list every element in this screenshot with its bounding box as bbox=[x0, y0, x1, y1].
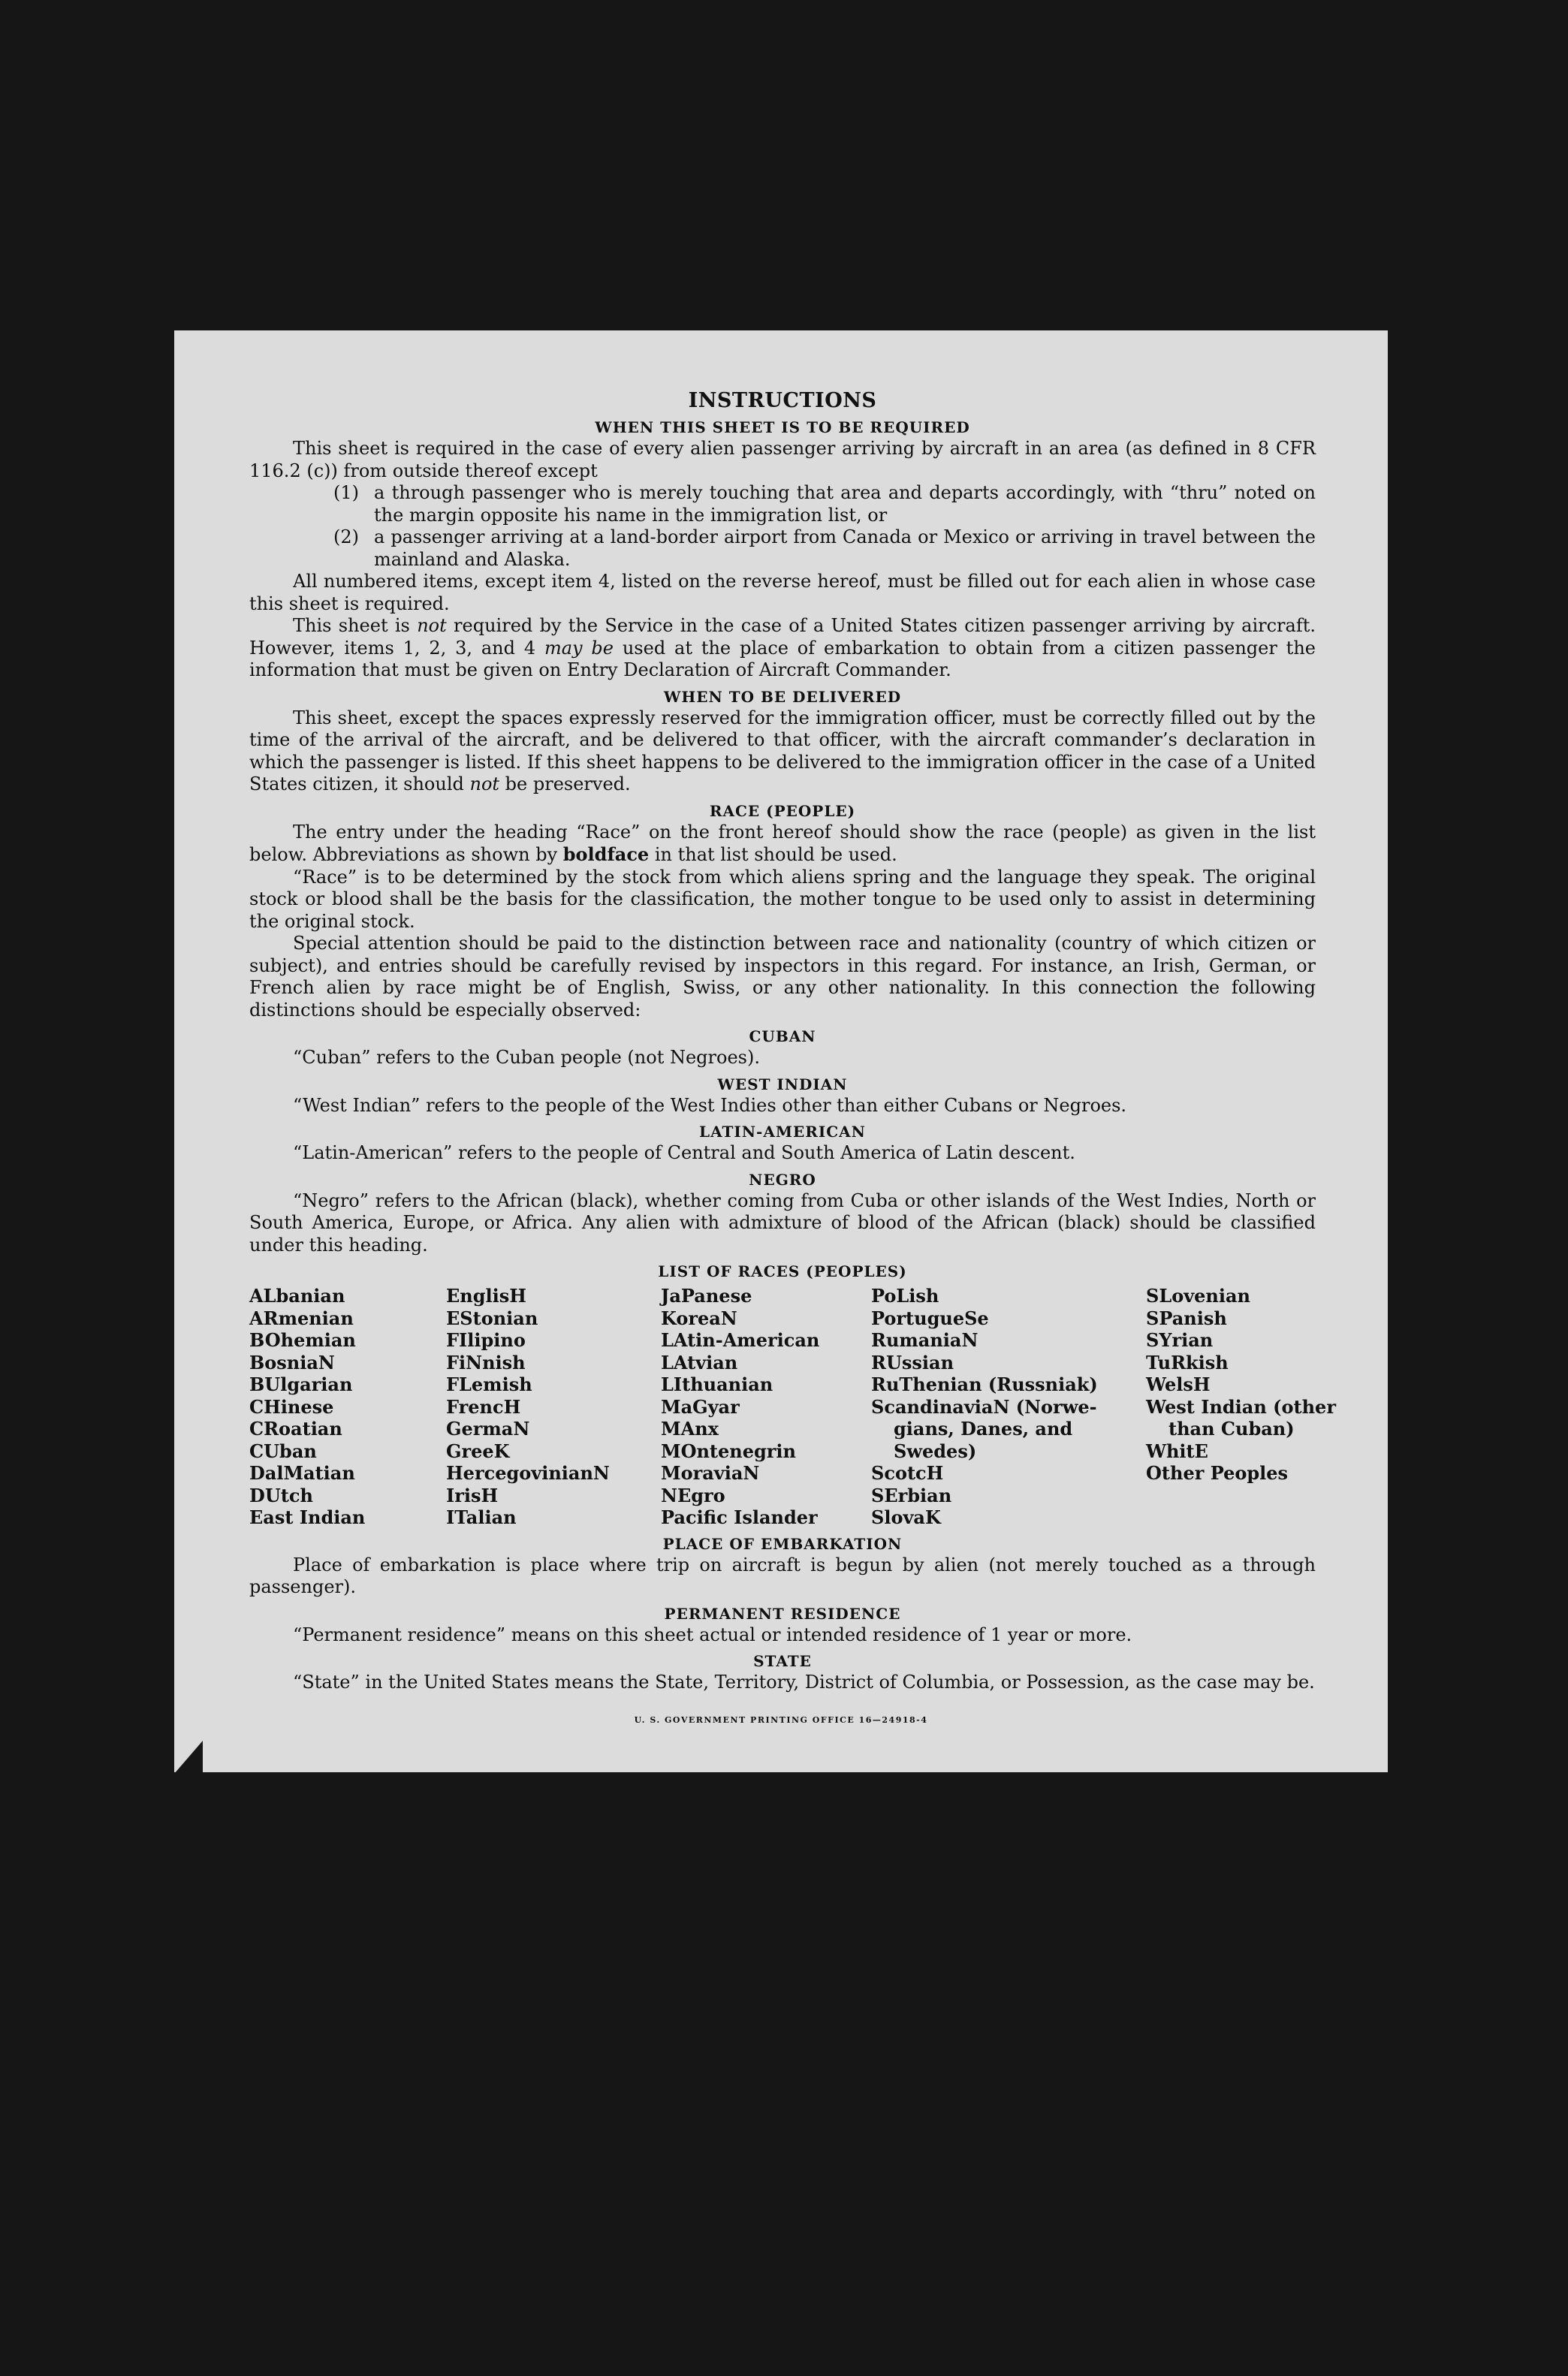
race-item: EnglisH bbox=[446, 1285, 526, 1307]
race-item: BOhemian bbox=[249, 1329, 356, 1351]
race-column bbox=[249, 1285, 446, 1529]
race-item: TuRkish bbox=[1146, 1351, 1229, 1373]
race-item: ScandinaviaN (Norwe- bbox=[871, 1395, 1097, 1418]
race-item: HercegovinianN bbox=[446, 1462, 610, 1484]
heading-place-of-embarkation: PLACE OF EMBARKATION bbox=[662, 1534, 903, 1553]
race-item: LIthuanian bbox=[661, 1373, 773, 1395]
race-item: East Indian bbox=[249, 1506, 366, 1528]
paragraph-race-entry: The entry under the heading “Race” on the front hereof should show the race (people) as given in the list below. Abbreviations as shown by boldface in that list should be used. bbox=[249, 821, 1316, 865]
race-item: MoraviaN bbox=[661, 1462, 760, 1484]
race-item: Pacific Islander bbox=[661, 1506, 818, 1528]
race-item: gians, Danes, and bbox=[894, 1418, 1073, 1440]
paragraph-citizen-passenger: This sheet is not required by the Service in the case of a United States citizen passenger arriving by aircraft. However, items 1, 2, 3, and 4 may be used at the place of embarkation to obtain from a citizen passenger the information that must be given on Entry Declaration of Aircraft Commander. bbox=[249, 615, 1316, 680]
race-item: ScotcH bbox=[871, 1462, 944, 1484]
race-item: SYrian bbox=[1146, 1329, 1214, 1351]
heading-latin-american: LATIN-AMERICAN bbox=[699, 1123, 866, 1141]
heading-negro: NEGRO bbox=[749, 1170, 816, 1189]
race-item: DUtch bbox=[249, 1484, 313, 1506]
heading-west-indian: WEST INDIAN bbox=[717, 1075, 848, 1093]
race-item: LAtin-American bbox=[661, 1329, 820, 1351]
race-item: RuThenian (Russniak) bbox=[871, 1373, 1098, 1395]
race-item: Other Peoples bbox=[1146, 1462, 1289, 1484]
race-column bbox=[446, 1285, 661, 1529]
race-column bbox=[871, 1285, 1146, 1529]
exception-text: a through passenger who is merely touching that area and departs accordingly, with “thru” noted on the margin opposite his name in the immigration list, or bbox=[374, 482, 1316, 526]
race-item: RumaniaN bbox=[871, 1329, 978, 1351]
race-item: NEgro bbox=[661, 1484, 725, 1506]
paragraph-race-stock: “Race” is to be determined by the stock from which aliens spring and the language they speak. The original stock or blood shall be the basis for the classification, the mother tongue to be used only to assist in determining the original stock. bbox=[249, 866, 1316, 932]
race-item: than Cuban) bbox=[1168, 1418, 1295, 1440]
race-item: ARmenian bbox=[249, 1307, 354, 1329]
race-item: FrencH bbox=[446, 1395, 521, 1418]
race-item: PortugueSe bbox=[871, 1307, 989, 1329]
race-item: JaPanese bbox=[661, 1285, 752, 1307]
race-item: West Indian (other bbox=[1146, 1395, 1336, 1418]
race-item: Swedes) bbox=[894, 1440, 977, 1462]
race-item: CUban bbox=[249, 1440, 317, 1462]
race-item: GreeK bbox=[446, 1440, 510, 1462]
paragraph-west-indian: “West Indian” refers to the people of the West Indies other than either Cubans or Negroes. bbox=[293, 1094, 1127, 1116]
race-item: WelsH bbox=[1146, 1373, 1211, 1395]
race-item: SlovaK bbox=[871, 1506, 941, 1528]
paragraph-delivery: This sheet, except the spaces expressly reserved for the immigration officer, must be correctly filled out by the time of the arrival of the aircraft, and be delivered to that officer, with the aircraft commander’s declaration in which the passenger is listed. If this sheet happens to be delivered to the immigration officer in the case of a United States citizen, it should not be preserved. bbox=[249, 707, 1316, 795]
paragraph-required-intro: This sheet is required in the case of every alien passenger arriving by aircraft in an area (as defined in 8 CFR 116.2 (c)) from outside thereof except bbox=[249, 438, 1316, 481]
exception-number: (2) bbox=[333, 526, 359, 547]
exception-item bbox=[249, 482, 1316, 526]
paragraph-cuban: “Cuban” refers to the Cuban people (not Negroes). bbox=[293, 1047, 760, 1068]
race-item: MaGyar bbox=[661, 1395, 740, 1418]
race-item: FLemish bbox=[446, 1373, 532, 1395]
document-title: INSTRUCTIONS bbox=[688, 389, 877, 412]
race-item: SPanish bbox=[1146, 1307, 1227, 1329]
race-item: GermaN bbox=[446, 1418, 530, 1440]
race-item: BUlgarian bbox=[249, 1373, 353, 1395]
instruction-sheet bbox=[174, 330, 1388, 1772]
race-column bbox=[661, 1285, 871, 1529]
race-item: KoreaN bbox=[661, 1307, 737, 1329]
race-item: SErbian bbox=[871, 1484, 952, 1506]
heading-when-delivered: WHEN TO BE DELIVERED bbox=[663, 687, 902, 706]
race-item: LAtvian bbox=[661, 1351, 738, 1373]
heading-permanent-residence: PERMANENT RESIDENCE bbox=[664, 1604, 901, 1623]
heading-race: RACE (PEOPLE) bbox=[709, 801, 856, 820]
paragraph-permanent-residence: “Permanent residence” means on this sheet actual or intended residence of 1 year or more. bbox=[293, 1624, 1132, 1645]
exception-number: (1) bbox=[333, 482, 359, 503]
exception-text: a passenger arriving at a land-border airport from Canada or Mexico or arriving in travel between the mainland and Alaska. bbox=[374, 526, 1316, 570]
race-list bbox=[249, 1285, 1336, 1529]
race-item: RUssian bbox=[871, 1351, 954, 1373]
race-item: EStonian bbox=[446, 1307, 538, 1329]
heading-when-required: WHEN THIS SHEET IS TO BE REQUIRED bbox=[595, 418, 970, 436]
heading-cuban: CUBAN bbox=[749, 1027, 816, 1045]
race-item: MAnx bbox=[661, 1418, 719, 1440]
race-item: FIlipino bbox=[446, 1329, 526, 1351]
race-item: WhitE bbox=[1146, 1440, 1208, 1462]
race-item: MOntenegrin bbox=[661, 1440, 796, 1462]
paragraph-negro: “Negro” refers to the African (black), whether coming from Cuba or other islands of the West Indies, North or South America, Europe, or Africa. Any alien with admixture of blood of the African (black) should be classified under this heading. bbox=[249, 1190, 1316, 1256]
heading-state: STATE bbox=[753, 1652, 812, 1670]
paragraph-numbered-items: All numbered items, except item 4, listed on the reverse hereof, must be filled out for each alien in whose case this sheet is required. bbox=[249, 571, 1316, 614]
paragraph-race-nationality: Special attention should be paid to the distinction between race and nationality (country of which citizen or subject), and entries should be carefully revised by inspectors in this regard. For instance, an Irish, German, or French alien by race might be of English, Swiss, or any other nationality. In this connection the following distinctions should be especially observed: bbox=[249, 933, 1316, 1021]
race-item: BosniaN bbox=[249, 1351, 335, 1373]
race-item: IrisH bbox=[446, 1484, 499, 1506]
race-item: FiNnish bbox=[446, 1351, 526, 1373]
exception-item bbox=[249, 526, 1316, 571]
race-item: DalMatian bbox=[249, 1462, 355, 1484]
paragraph-state: “State” in the United States means the State, Territory, District of Columbia, or Possession, as the case may be. bbox=[293, 1672, 1315, 1693]
printing-office-footer: U. S. GOVERNMENT PRINTING OFFICE 16—24918-4 bbox=[634, 1715, 928, 1725]
race-column bbox=[1146, 1285, 1343, 1529]
race-item: ALbanian bbox=[249, 1285, 345, 1307]
paragraph-latin-american: “Latin-American” refers to the people of Central and South America of Latin descent. bbox=[293, 1142, 1075, 1163]
heading-list-of-races: LIST OF RACES (PEOPLES) bbox=[658, 1262, 907, 1280]
race-item: ITalian bbox=[446, 1506, 517, 1528]
paragraph-place-of-embarkation: Place of embarkation is place where trip on aircraft is begun by alien (not merely touched as a through passenger). bbox=[249, 1554, 1316, 1597]
race-item: PoLish bbox=[871, 1285, 939, 1307]
race-item: SLovenian bbox=[1146, 1285, 1250, 1307]
race-item: CRoatian bbox=[249, 1418, 342, 1440]
race-item: CHinese bbox=[249, 1395, 334, 1418]
